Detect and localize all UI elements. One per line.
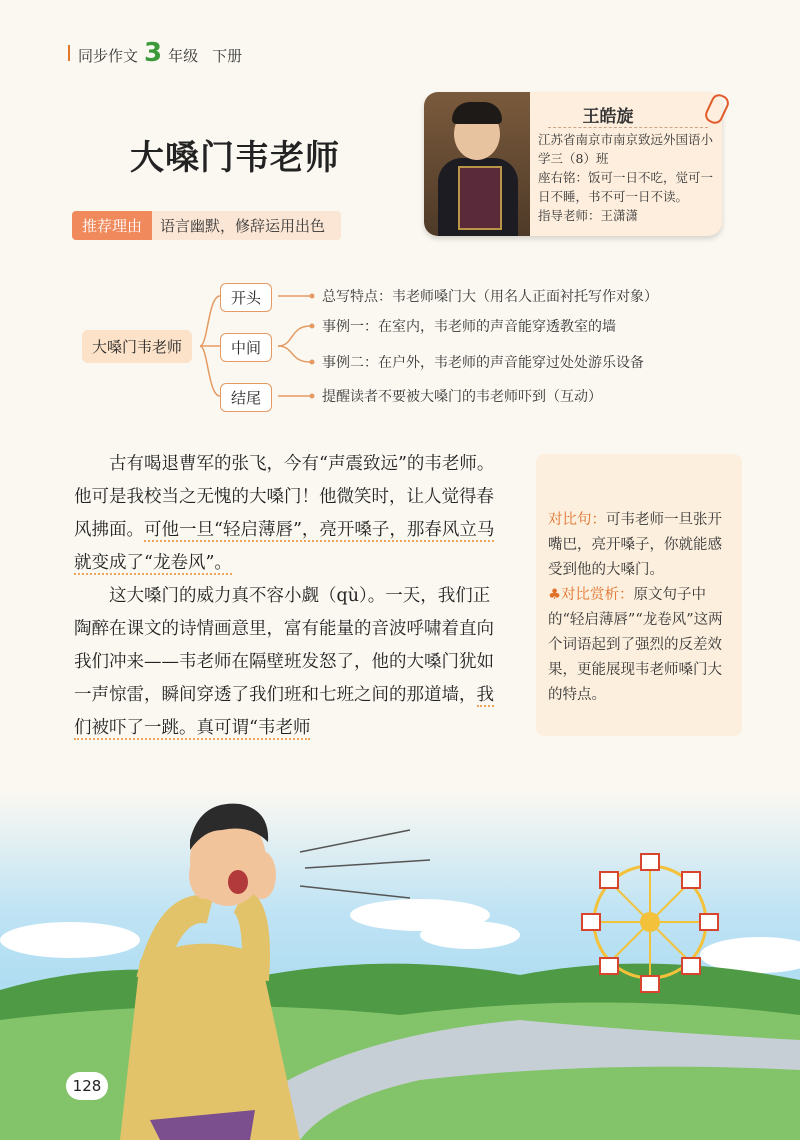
mindmap-leaf: 提醒读者不要被大嗓门的韦老师吓到（互动） — [322, 389, 602, 405]
author-teacher: 指导老师：王潇潇 — [538, 208, 639, 223]
illustration-teacher-shouting — [0, 790, 800, 1140]
side-note — [536, 454, 742, 736]
sprout-icon: ♣ — [548, 587, 561, 603]
volume-label: 下册 — [212, 47, 243, 65]
mindmap-node-middle: 中间 — [220, 333, 272, 362]
analysis-label: 对比赏析： — [561, 587, 634, 603]
grade-number: 3 — [144, 38, 163, 68]
paragraph — [74, 448, 504, 580]
mindmap-leaf: 事例一：在室内，韦老师的声音能穿透教室的墙 — [322, 319, 616, 335]
author-name: 王皓旋 — [582, 107, 634, 127]
ferris-wheel — [582, 854, 718, 992]
author-motto: 座右铭：饭可一日不吃，觉可一日不睡，书不可一日不读。 — [538, 170, 714, 204]
mindmap-node-end: 结尾 — [220, 383, 272, 412]
essay-title: 大嗓门韦老师 — [130, 138, 340, 178]
book-title: 同步作文 — [78, 47, 139, 65]
highlighted-sentence: 我们被吓了一跳。真可谓“韦老师 — [74, 685, 494, 738]
recommend-tag: 推荐理由 — [72, 211, 152, 240]
analysis-block — [548, 583, 730, 708]
compare-text: 可韦老师一旦张开嘴巴，亮开嗓子，你就能感受到他的大嗓门。 — [548, 512, 722, 578]
highlighted-sentence: 可他一旦“轻启薄唇”，亮开嗓子，那春风立马就变成了“龙卷风”。 — [74, 520, 495, 573]
mindmap-leaf: 事例二：在户外，韦老师的声音能穿过处处游乐设备 — [322, 355, 644, 371]
author-school: 江苏省南京市南京致远外国语小学三（8）班 — [538, 132, 714, 166]
compare-label: 对比句： — [548, 512, 606, 528]
recommend-text: 语言幽默，修辞运用出色 — [152, 211, 341, 240]
analysis-text: 原文句子中的“轻启薄唇”“龙卷风”这两个词语起到了强烈的反差效果，更能展现韦老师嗓门大的特点。 — [548, 587, 723, 703]
essay-body — [74, 448, 504, 745]
mindmap-node-start: 开头 — [220, 283, 272, 312]
compare-block — [548, 508, 730, 583]
grade-label: 年级 — [168, 47, 199, 65]
paragraph — [74, 580, 504, 745]
paragraph-text: 古有喝退曹军的张飞，今有“声震致远”的韦老师。他可是我校当之无愧的大嗓门！他微笑时，让人觉得春风拂面。 — [74, 454, 495, 540]
mindmap-root: 大嗓门韦老师 — [82, 330, 192, 363]
paragraph-text: 这大嗓门的威力真不容小觑（qù）。一天，我们正陶醉在课文的诗情画意里，富有能量的音波呼啸着直向我们冲来——韦老师在隔壁班发怒了，他的大嗓门犹如一声惊雷，瞬间穿透了我们班和七班之间的那道墙， — [74, 586, 494, 705]
mindmap-leaf: 总写特点：韦老师嗓门大（用名人正面衬托写作对象） — [322, 289, 658, 305]
page-number: 128 — [66, 1072, 108, 1100]
